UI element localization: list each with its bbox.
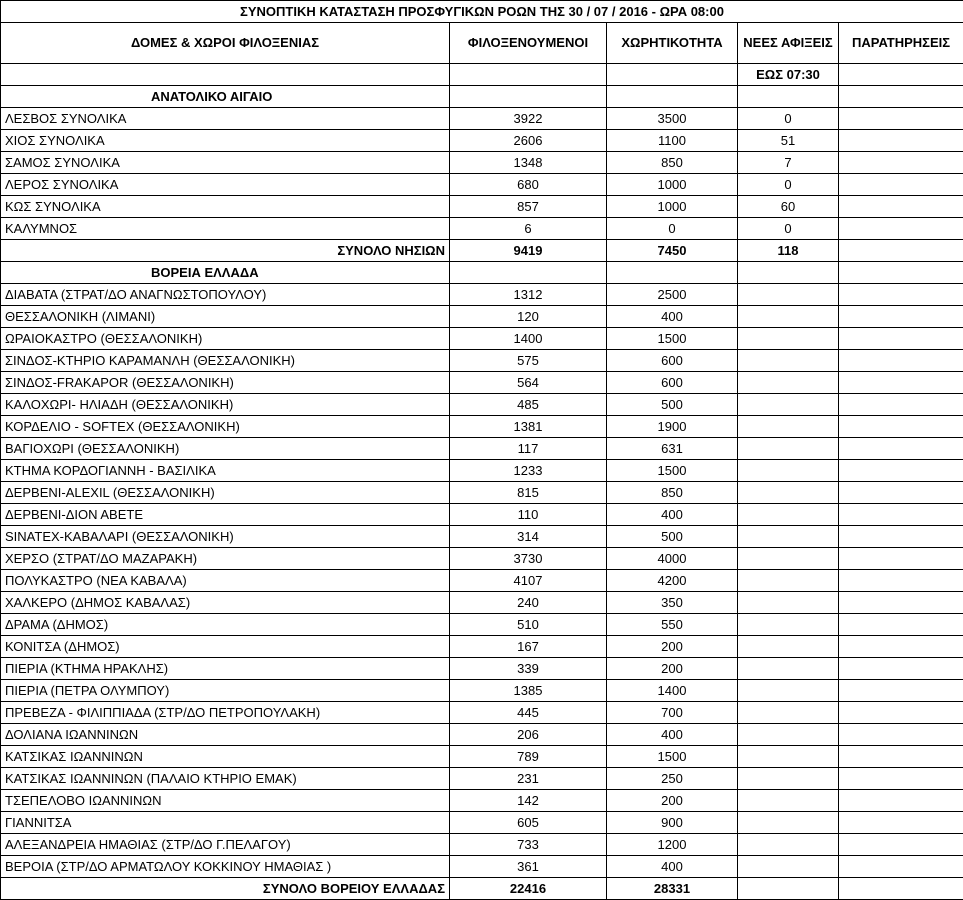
hosted-count: 815 <box>450 482 607 504</box>
hosted-count: 510 <box>450 614 607 636</box>
hosted-count: 117 <box>450 438 607 460</box>
new-arrivals-count: 0 <box>738 108 839 130</box>
capacity-count: 600 <box>607 372 738 394</box>
facility-name: ΚΑΤΣΙΚΑΣ ΙΩΑΝΝΙΝΩΝ (ΠΑΛΑΙΟ ΚΤΗΡΙΟ ΕΜΑΚ) <box>1 768 450 790</box>
hosted-count: 485 <box>450 394 607 416</box>
capacity-count: 3500 <box>607 108 738 130</box>
hosted-count: 605 <box>450 812 607 834</box>
table-row <box>1 152 963 174</box>
header-new-arrivals: ΝΕΕΣ ΑΦΙΞΕΙΣ <box>738 23 839 64</box>
total-hosted: 9419 <box>450 240 607 262</box>
capacity-count: 1900 <box>607 416 738 438</box>
table-row <box>1 614 963 636</box>
remarks-cell <box>839 834 963 856</box>
new-arrivals-count: 51 <box>738 130 839 152</box>
new-arrivals-count <box>738 482 839 504</box>
new-arrivals-count <box>738 658 839 680</box>
facility-name: ΚΤΗΜΑ ΚΟΡΔΟΓΙΑΝΝΗ - ΒΑΣΙΛΙΚΑ <box>1 460 450 482</box>
table-row <box>1 218 963 240</box>
remarks-cell <box>839 504 963 526</box>
new-arrivals-count <box>738 306 839 328</box>
new-arrivals-count <box>738 284 839 306</box>
new-arrivals-count <box>738 394 839 416</box>
table-row <box>1 372 963 394</box>
empty-cell <box>607 262 738 284</box>
hosted-count: 789 <box>450 746 607 768</box>
capacity-count: 500 <box>607 526 738 548</box>
table-row <box>1 812 963 834</box>
new-arrivals-count <box>738 724 839 746</box>
remarks-cell <box>839 856 963 878</box>
table-row <box>1 416 963 438</box>
header-facilities: ΔΟΜΕΣ & ΧΩΡΟΙ ΦΙΛΟΞΕΝΙΑΣ <box>1 23 450 64</box>
title-row <box>1 1 963 23</box>
facility-name: ΛΕΡΟΣ ΣΥΝΟΛΙΚΑ <box>1 174 450 196</box>
empty-cell <box>738 86 839 108</box>
capacity-count: 200 <box>607 636 738 658</box>
facility-name: ΑΛΕΞΑΝΔΡΕΙΑ ΗΜΑΘΙΑΣ (ΣΤΡ/ΔΟ Γ.ΠΕΛΑΓΟΥ) <box>1 834 450 856</box>
remarks-cell <box>839 570 963 592</box>
total-capacity: 7450 <box>607 240 738 262</box>
total-remarks <box>839 878 963 900</box>
capacity-count: 2500 <box>607 284 738 306</box>
table-row <box>1 130 963 152</box>
table-row <box>1 482 963 504</box>
hosted-count: 445 <box>450 702 607 724</box>
table-row <box>1 196 963 218</box>
capacity-count: 400 <box>607 724 738 746</box>
total-label: ΣΥΝΟΛΟ ΝΗΣΙΩΝ <box>1 240 450 262</box>
region-row <box>1 86 963 108</box>
new-arrivals-count <box>738 636 839 658</box>
hosted-count: 314 <box>450 526 607 548</box>
remarks-cell <box>839 306 963 328</box>
remarks-cell <box>839 658 963 680</box>
remarks-cell <box>839 108 963 130</box>
table-row <box>1 526 963 548</box>
table-row <box>1 570 963 592</box>
facility-name: ΔΙΑΒΑΤΑ (ΣΤΡΑΤ/ΔΟ ΑΝΑΓΝΩΣΤΟΠΟΥΛΟΥ) <box>1 284 450 306</box>
new-arrivals-count <box>738 614 839 636</box>
capacity-count: 200 <box>607 790 738 812</box>
facility-name: ΣΙΝΔΟΣ-ΚΤΗΡΙΟ ΚΑΡΑΜΑΝΛΗ (ΘΕΣΣΑΛΟΝΙΚΗ) <box>1 350 450 372</box>
facility-name: ΠΙΕΡΙΑ (ΚΤΗΜΑ ΗΡΑΚΛΗΣ) <box>1 658 450 680</box>
facility-name: ΛΕΣΒΟΣ ΣΥΝΟΛΙΚΑ <box>1 108 450 130</box>
remarks-cell <box>839 548 963 570</box>
capacity-count: 4200 <box>607 570 738 592</box>
capacity-count: 500 <box>607 394 738 416</box>
capacity-count: 1000 <box>607 174 738 196</box>
total-new-arrivals <box>738 878 839 900</box>
capacity-count: 900 <box>607 812 738 834</box>
new-arrivals-count <box>738 438 839 460</box>
capacity-count: 400 <box>607 856 738 878</box>
table-row <box>1 108 963 130</box>
remarks-cell <box>839 394 963 416</box>
remarks-cell <box>839 812 963 834</box>
hosted-count: 3922 <box>450 108 607 130</box>
capacity-count: 400 <box>607 504 738 526</box>
empty-cell <box>738 262 839 284</box>
remarks-cell <box>839 416 963 438</box>
table-row <box>1 768 963 790</box>
total-remarks <box>839 240 963 262</box>
facility-name: ΚΑΛΟΧΩΡΙ- ΗΛΙΑΔΗ (ΘΕΣΣΑΛΟΝΙΚΗ) <box>1 394 450 416</box>
region-row <box>1 262 963 284</box>
table-row <box>1 394 963 416</box>
new-arrivals-count: 0 <box>738 174 839 196</box>
facility-name: ΧΙΟΣ ΣΥΝΟΛΙΚΑ <box>1 130 450 152</box>
new-arrivals-count <box>738 548 839 570</box>
remarks-cell <box>839 218 963 240</box>
new-arrivals-count <box>738 416 839 438</box>
capacity-count: 1000 <box>607 196 738 218</box>
total-label: ΣΥΝΟΛΟ ΒΟΡΕΙΟΥ ΕΛΛΑΔΑΣ <box>1 878 450 900</box>
remarks-cell <box>839 768 963 790</box>
hosted-count: 564 <box>450 372 607 394</box>
facility-name: ΤΣΕΠΕΛΟΒΟ ΙΩΑΝΝΙΝΩΝ <box>1 790 450 812</box>
hosted-count: 680 <box>450 174 607 196</box>
hosted-count: 1312 <box>450 284 607 306</box>
facility-name: ΔΡΑΜΑ (ΔΗΜΟΣ) <box>1 614 450 636</box>
remarks-cell <box>839 196 963 218</box>
remarks-cell <box>839 526 963 548</box>
new-arrivals-count: 0 <box>738 218 839 240</box>
new-arrivals-count <box>738 746 839 768</box>
table-row <box>1 658 963 680</box>
hosted-count: 142 <box>450 790 607 812</box>
facility-name: ΚΩΣ ΣΥΝΟΛΙΚΑ <box>1 196 450 218</box>
hosted-count: 120 <box>450 306 607 328</box>
hosted-count: 361 <box>450 856 607 878</box>
facility-name: ΚΟΝΙΤΣΑ (ΔΗΜΟΣ) <box>1 636 450 658</box>
remarks-cell <box>839 328 963 350</box>
facility-name: ΚΑΛΥΜΝΟΣ <box>1 218 450 240</box>
region-heading: ΑΝΑΤΟΛΙΚΟ ΑΙΓΑΙΟ <box>1 86 450 108</box>
new-arrivals-count <box>738 702 839 724</box>
empty-cell <box>839 86 963 108</box>
table-row <box>1 504 963 526</box>
table-row <box>1 548 963 570</box>
hosted-count: 110 <box>450 504 607 526</box>
remarks-cell <box>839 372 963 394</box>
remarks-cell <box>839 636 963 658</box>
hosted-count: 857 <box>450 196 607 218</box>
table-row <box>1 680 963 702</box>
capacity-count: 250 <box>607 768 738 790</box>
new-arrivals-count <box>738 592 839 614</box>
facility-name: ΠΟΛΥΚΑΣΤΡΟ (ΝΕΑ ΚΑΒΑΛΑ) <box>1 570 450 592</box>
table-row <box>1 438 963 460</box>
facility-name: SINATEX-ΚΑΒΑΛΑΡΙ (ΘΕΣΣΑΛΟΝΙΚΗ) <box>1 526 450 548</box>
facility-name: ΠΙΕΡΙΑ (ΠΕΤΡΑ ΟΛΥΜΠΟΥ) <box>1 680 450 702</box>
hosted-count: 733 <box>450 834 607 856</box>
facility-name: ΠΡΕΒΕΖΑ - ΦΙΛΙΠΠΙΑΔΑ (ΣΤΡ/ΔΟ ΠΕΤΡΟΠΟΥΛΑΚΗ) <box>1 702 450 724</box>
header-remarks: ΠΑΡΑΤΗΡΗΣΕΙΣ <box>839 23 963 64</box>
hosted-count: 231 <box>450 768 607 790</box>
total-hosted: 22416 <box>450 878 607 900</box>
facility-name: ΩΡΑΙΟΚΑΣΤΡΟ (ΘΕΣΣΑΛΟΝΙΚΗ) <box>1 328 450 350</box>
empty-cell <box>839 262 963 284</box>
facility-name: ΒΕΡΟΙΑ (ΣΤΡ/ΔΟ ΑΡΜΑΤΩΛΟΥ ΚΟΚΚΙΝΟΥ ΗΜΑΘΙΑΣ ) <box>1 856 450 878</box>
table-row <box>1 328 963 350</box>
total-new-arrivals: 118 <box>738 240 839 262</box>
capacity-count: 631 <box>607 438 738 460</box>
table-row <box>1 306 963 328</box>
table-row <box>1 284 963 306</box>
table-row <box>1 790 963 812</box>
remarks-cell <box>839 702 963 724</box>
table-row <box>1 350 963 372</box>
new-arrivals-count: 7 <box>738 152 839 174</box>
capacity-count: 350 <box>607 592 738 614</box>
facility-name: ΒΑΓΙΟΧΩΡΙ (ΘΕΣΣΑΛΟΝΙΚΗ) <box>1 438 450 460</box>
facility-name: ΔΕΡΒΕΝΙ-ΔΙΟΝ ΑΒΕΤΕ <box>1 504 450 526</box>
table-row <box>1 702 963 724</box>
facility-name: ΣΑΜΟΣ ΣΥΝΟΛΙΚΑ <box>1 152 450 174</box>
table-row <box>1 592 963 614</box>
capacity-count: 400 <box>607 306 738 328</box>
new-arrivals-count <box>738 680 839 702</box>
hosted-count: 2606 <box>450 130 607 152</box>
remarks-cell <box>839 350 963 372</box>
new-arrivals-count <box>738 812 839 834</box>
facility-name: ΧΑΛΚΕΡΟ (ΔΗΜΟΣ ΚΑΒΑΛΑΣ) <box>1 592 450 614</box>
new-arrivals-count <box>738 504 839 526</box>
remarks-cell <box>839 284 963 306</box>
new-arrivals-count <box>738 834 839 856</box>
remarks-cell <box>839 152 963 174</box>
remarks-cell <box>839 174 963 196</box>
hosted-count: 1233 <box>450 460 607 482</box>
remarks-cell <box>839 680 963 702</box>
empty-cell <box>607 86 738 108</box>
new-arrivals-count <box>738 328 839 350</box>
capacity-count: 850 <box>607 152 738 174</box>
hosted-count: 240 <box>450 592 607 614</box>
capacity-count: 550 <box>607 614 738 636</box>
capacity-count: 850 <box>607 482 738 504</box>
hosted-count: 167 <box>450 636 607 658</box>
new-arrivals-count <box>738 460 839 482</box>
empty-cell <box>450 262 607 284</box>
hosted-count: 339 <box>450 658 607 680</box>
arrivals-until-label: ΕΩΣ 07:30 <box>738 64 839 86</box>
hosted-count: 3730 <box>450 548 607 570</box>
remarks-cell <box>839 460 963 482</box>
facility-name: ΘΕΣΣΑΛΟΝΙΚΗ (ΛΙΜΑΝΙ) <box>1 306 450 328</box>
capacity-count: 1500 <box>607 460 738 482</box>
header-hosted: ΦΙΛΟΞΕΝΟΥΜΕΝΟΙ <box>450 23 607 64</box>
capacity-count: 1400 <box>607 680 738 702</box>
new-arrivals-count <box>738 570 839 592</box>
new-arrivals-count: 60 <box>738 196 839 218</box>
new-arrivals-count <box>738 372 839 394</box>
table-row <box>1 636 963 658</box>
remarks-cell <box>839 790 963 812</box>
remarks-cell <box>839 438 963 460</box>
table-body <box>1 1 963 900</box>
total-capacity: 28331 <box>607 878 738 900</box>
hosted-count: 1400 <box>450 328 607 350</box>
empty-cell <box>450 86 607 108</box>
subheader-row <box>1 64 963 86</box>
facility-name: ΔΕΡΒΕΝΙ-ALEXIL (ΘΕΣΣΑΛΟΝΙΚΗ) <box>1 482 450 504</box>
table-row <box>1 460 963 482</box>
table-row <box>1 724 963 746</box>
hosted-count: 206 <box>450 724 607 746</box>
hosted-count: 1381 <box>450 416 607 438</box>
header-row <box>1 23 963 64</box>
new-arrivals-count <box>738 790 839 812</box>
new-arrivals-count <box>738 768 839 790</box>
capacity-count: 200 <box>607 658 738 680</box>
capacity-count: 1500 <box>607 328 738 350</box>
hosted-count: 1348 <box>450 152 607 174</box>
table-row <box>1 856 963 878</box>
total-row <box>1 240 963 262</box>
table-row <box>1 174 963 196</box>
hosted-count: 4107 <box>450 570 607 592</box>
capacity-count: 1500 <box>607 746 738 768</box>
table-title: ΣΥΝΟΠΤΙΚΗ ΚΑΤΑΣΤΑΣΗ ΠΡΟΣΦΥΓΙΚΩΝ ΡΟΩΝ ΤΗΣ 30 / 07 / 2016 - ΩΡΑ 08:00 <box>1 1 963 23</box>
new-arrivals-count <box>738 526 839 548</box>
remarks-cell <box>839 482 963 504</box>
capacity-count: 700 <box>607 702 738 724</box>
new-arrivals-count <box>738 856 839 878</box>
capacity-count: 1200 <box>607 834 738 856</box>
facility-name: ΓΙΑΝΝΙΤΣΑ <box>1 812 450 834</box>
remarks-cell <box>839 130 963 152</box>
total-row <box>1 878 963 900</box>
facility-name: ΧΕΡΣΟ (ΣΤΡΑΤ/ΔΟ ΜΑΖΑΡΑΚΗ) <box>1 548 450 570</box>
facility-name: ΔΟΛΙΑΝΑ ΙΩΑΝΝΙΝΩΝ <box>1 724 450 746</box>
remarks-cell <box>839 592 963 614</box>
capacity-count: 0 <box>607 218 738 240</box>
remarks-cell <box>839 724 963 746</box>
header-capacity: ΧΩΡΗΤΙΚΟΤΗΤΑ <box>607 23 738 64</box>
remarks-cell <box>839 746 963 768</box>
remarks-cell <box>839 614 963 636</box>
capacity-count: 1100 <box>607 130 738 152</box>
table-row <box>1 746 963 768</box>
new-arrivals-count <box>738 350 839 372</box>
facility-name: ΣΙΝΔΟΣ-FRAKAPOR (ΘΕΣΣΑΛΟΝΙΚΗ) <box>1 372 450 394</box>
facility-name: ΚΟΡΔΕΛΙΟ - SOFTEX (ΘΕΣΣΑΛΟΝΙΚΗ) <box>1 416 450 438</box>
hosted-count: 1385 <box>450 680 607 702</box>
hosted-count: 6 <box>450 218 607 240</box>
capacity-count: 4000 <box>607 548 738 570</box>
table-row <box>1 834 963 856</box>
facility-name: ΚΑΤΣΙΚΑΣ ΙΩΑΝΝΙΝΩΝ <box>1 746 450 768</box>
capacity-count: 600 <box>607 350 738 372</box>
hosted-count: 575 <box>450 350 607 372</box>
region-heading: ΒΟΡΕΙΑ ΕΛΛΑΔΑ <box>1 262 450 284</box>
